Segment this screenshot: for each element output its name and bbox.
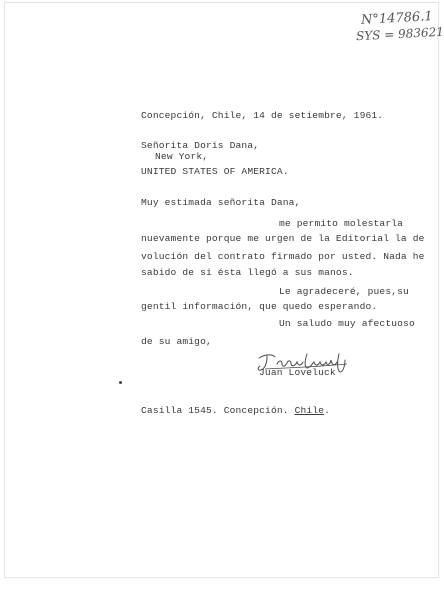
recipient-city: New York, (155, 151, 209, 162)
body-line: Le agradeceré, pues,su (279, 286, 409, 297)
archive-sys-mark: SYS = 983621 (355, 24, 444, 44)
recipient-name: Señorita Doris Dana, (141, 140, 260, 151)
body-line: nuevamente porque me urgen de la Editorial la de (141, 233, 425, 244)
body-line: Un saludo muy afectuoso (279, 318, 415, 329)
address-country: Chile (294, 405, 325, 416)
address-suffix: . (324, 405, 331, 416)
closing-line: de su amigo, (141, 336, 212, 347)
salutation: Muy estimada señorita Dana, (141, 197, 301, 208)
ink-dot (119, 381, 122, 384)
body-line: volución del contrato firmado por usted. Nada he (141, 251, 425, 262)
address-prefix: Casilla 1545. Concepción. (141, 405, 295, 416)
body-line: me permito molestarla (279, 218, 404, 229)
letter-page (4, 2, 444, 578)
signature-typed: Juan Loveluck (259, 367, 336, 378)
date-line: Concepción, Chile, 14 de setiembre, 1961. (141, 110, 384, 121)
address-line (141, 405, 330, 416)
recipient-country: UNITED STATES OF AMERICA. (141, 166, 289, 177)
archive-number-mark: N°14786.1 (360, 9, 433, 28)
body-line: sabido de si ésta llegó a sus manos. (141, 267, 354, 278)
body-line: gentil información, que quedo esperando. (141, 301, 378, 312)
